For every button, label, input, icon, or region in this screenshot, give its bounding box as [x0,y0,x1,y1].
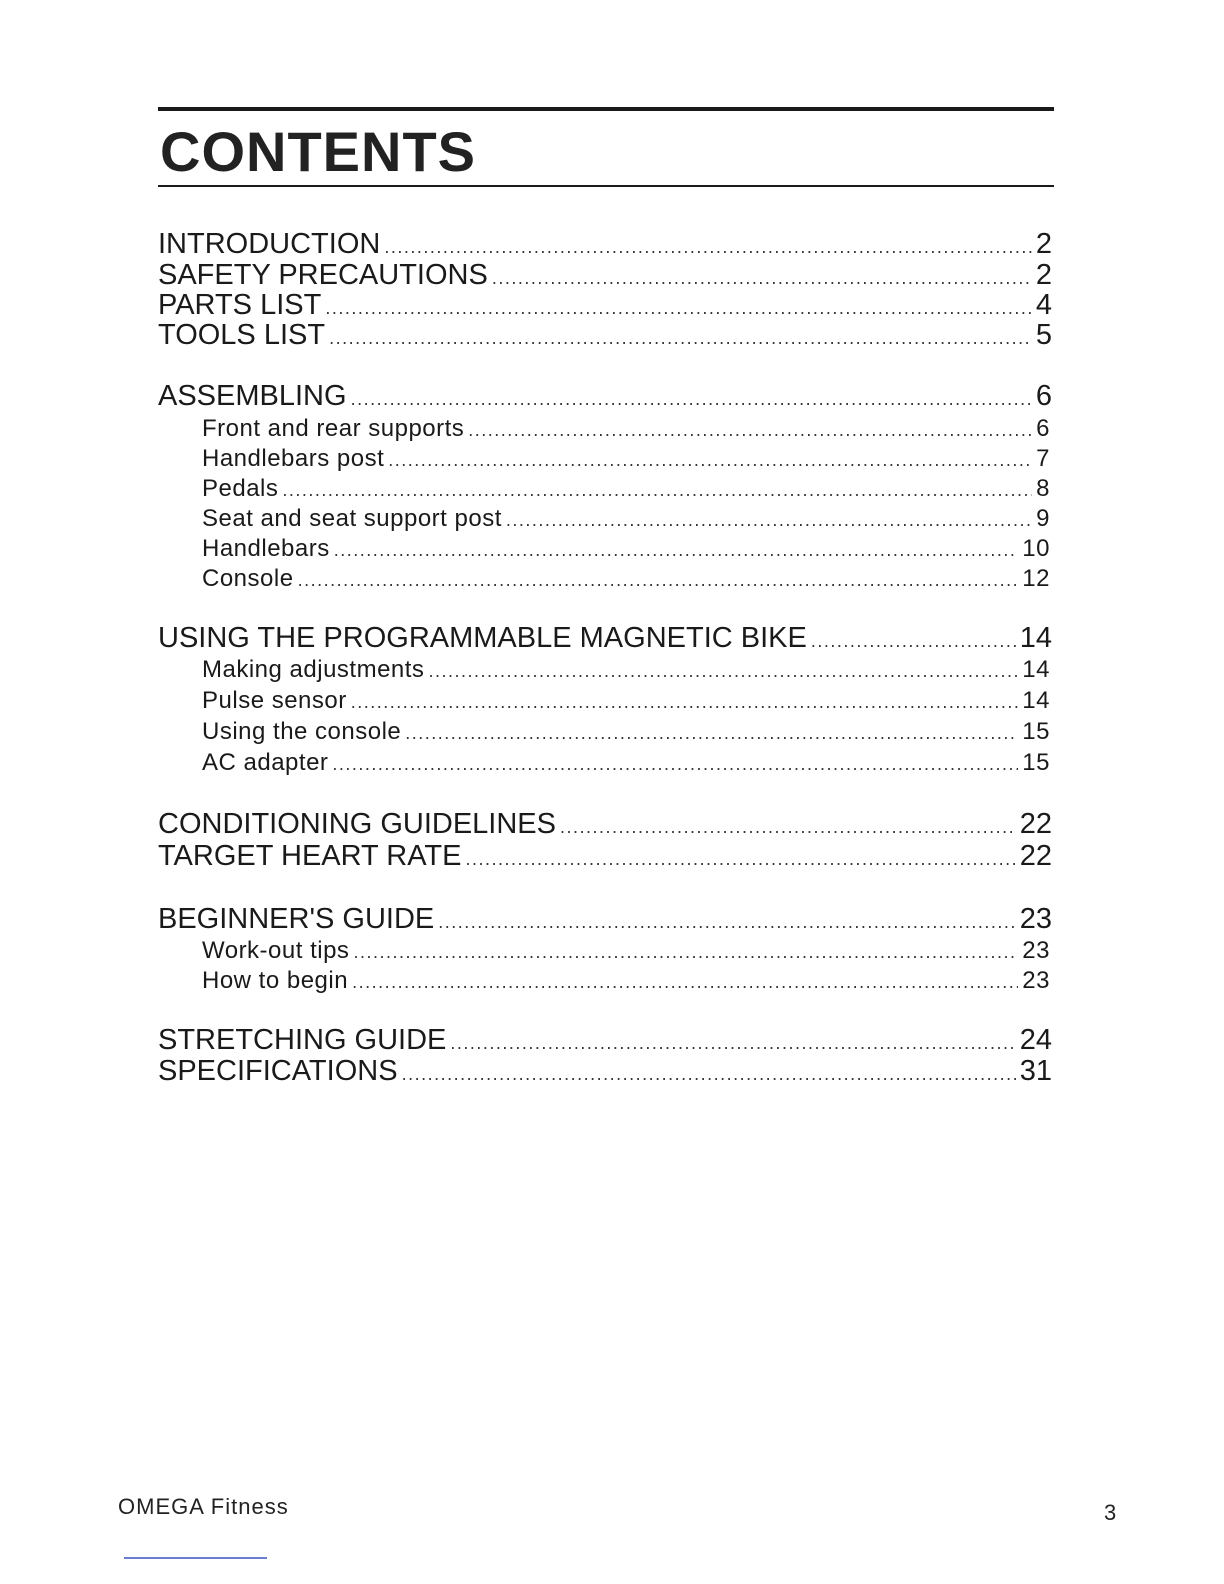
toc-leader [506,505,1032,535]
toc-leader [298,565,1019,595]
toc-subentry-pulse-sensor [202,686,1050,716]
toc-leader [405,718,1018,748]
toc-page: 10 [1022,535,1050,562]
toc-label: SPECIFICATIONS [158,1055,398,1087]
toc-page: 14 [1022,687,1050,714]
toc-subentry-front-rear-supports [202,414,1050,444]
toc-entry-tools-list [158,319,1052,351]
toc-entry-parts-list [158,289,1052,321]
toc-entry-target-heart-rate [158,840,1052,872]
toc-leader [334,535,1019,565]
toc-subentry-console [202,564,1050,594]
toc-entry-conditioning-guidelines [158,808,1052,840]
toc-leader [560,811,1016,843]
toc-subentry-handlebars [202,534,1050,564]
toc-leader [352,967,1018,997]
top-rule [158,107,1054,111]
toc-label: Making adjustments [202,656,425,683]
toc-entry-assembling [158,380,1052,412]
toc-label: ASSEMBLING [158,380,347,412]
toc-leader [428,656,1018,686]
toc-label: STRETCHING GUIDE [158,1024,447,1056]
toc-page: 23 [1022,967,1050,994]
toc-subentry-how-to-begin [202,966,1050,996]
toc-label: TARGET HEART RATE [158,840,462,872]
toc-subentry-work-out-tips [202,936,1050,966]
toc-page: 14 [1022,656,1050,683]
toc-entry-stretching-guide [158,1024,1052,1056]
toc-subentry-using-console [202,717,1050,747]
toc-subentry-pedals [202,474,1050,504]
toc-subentry-handlebars-post [202,444,1050,474]
toc-label: How to begin [202,967,349,994]
toc-page: 7 [1036,445,1050,472]
toc-page: 23 [1019,903,1052,935]
toc-leader [329,322,1032,354]
toc-page: 15 [1022,718,1050,745]
toc-page: 31 [1019,1055,1052,1087]
toc-label: AC adapter [202,749,329,776]
toc-label: PARTS LIST [158,289,322,321]
toc-page: 22 [1019,808,1052,840]
toc-page: 6 [1035,380,1052,412]
title-underline [158,185,1054,187]
toc-leader [811,625,1016,657]
toc-page: 12 [1022,565,1050,592]
toc-label: Work-out tips [202,937,350,964]
toc-leader [388,445,1032,475]
toc-subentry-ac-adapter [202,748,1050,778]
toc-page: 15 [1022,749,1050,776]
toc-entry-introduction [158,228,1052,260]
toc-subentry-seat-support-post [202,504,1050,534]
toc-entry-safety-precautions [158,259,1052,291]
toc-leader [351,383,1032,415]
toc-label: Handlebars [202,535,330,562]
toc-leader [465,843,1015,875]
toc-label: CONDITIONING GUIDELINES [158,808,556,840]
toc-page: 14 [1019,622,1052,654]
footer-page-number: 3 [1104,1500,1117,1525]
toc-leader [438,906,1015,938]
toc-entry-beginners-guide [158,903,1052,935]
toc-label: Using the console [202,718,402,745]
toc-label: INTRODUCTION [158,228,381,260]
toc-label: Seat and seat support post [202,505,502,532]
toc-leader [402,1058,1016,1090]
toc-page: 4 [1035,289,1052,321]
toc-page: 2 [1035,259,1052,291]
toc-leader [351,687,1019,717]
footer-brand: OMEGA Fitness [118,1494,289,1519]
toc-page: 23 [1022,937,1050,964]
toc-entry-using-bike [158,622,1052,654]
toc-leader [468,415,1032,445]
toc-page: 5 [1035,319,1052,351]
toc-label: Pulse sensor [202,687,347,714]
toc-page: 22 [1019,840,1052,872]
toc-leader [353,937,1018,967]
footer-divider [124,1557,267,1559]
toc-label: Handlebars post [202,445,385,472]
toc-label: Console [202,565,294,592]
toc-label: Pedals [202,475,279,502]
toc-leader [332,749,1018,779]
toc-page: 9 [1036,505,1050,532]
toc-leader [282,475,1032,505]
toc-page: 8 [1036,475,1050,502]
toc-page: 24 [1019,1024,1052,1056]
toc-label: Front and rear supports [202,415,465,442]
toc-label: SAFETY PRECAUTIONS [158,259,488,291]
toc-page: 2 [1035,228,1052,260]
toc-label: BEGINNER'S GUIDE [158,903,435,935]
toc-label: TOOLS LIST [158,319,326,351]
toc-label: USING THE PROGRAMMABLE MAGNETIC BIKE [158,622,807,654]
toc-page: 6 [1036,415,1050,442]
toc-subentry-making-adjustments [202,655,1050,685]
toc-entry-specifications [158,1055,1052,1087]
page-title: CONTENTS [160,120,476,183]
